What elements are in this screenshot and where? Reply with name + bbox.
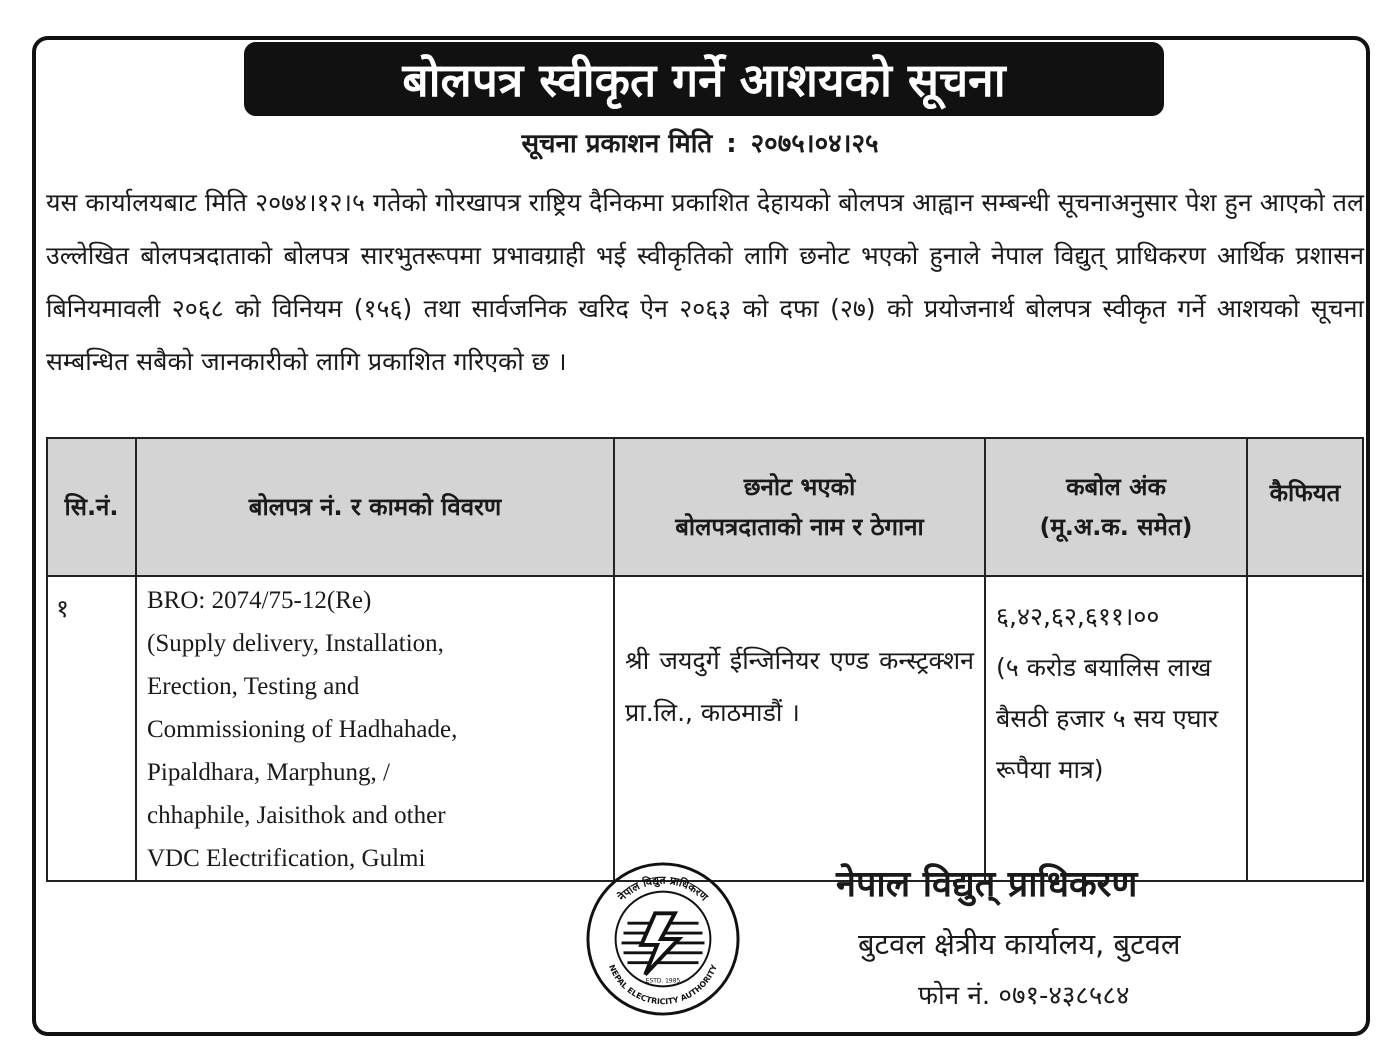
row-description: BRO: 2074/75-12(Re) (Supply delivery, Installation, Erection, Testing and Commissioning of Hadhahade, Pipaldhara, Marphung, / chhaphile, Jaisithok and other VDC Electrification, Gulmi <box>136 576 614 881</box>
amount-figure: ६,४२,६२,६११।०० <box>996 602 1160 631</box>
row-serial: १ <box>47 576 136 881</box>
publication-date-value: २०७५।०४।२५ <box>750 129 879 159</box>
amount-words: (५ करोड बयालिस लाख बैसठी हजार ५ सय एघार रूपैया मात्र) <box>996 653 1219 784</box>
nea-logo-icon <box>584 860 742 1018</box>
publication-date-label: सूचना प्रकाशन मिति <box>521 129 713 159</box>
signature-organization: नेपाल विद्युत् प्राधिकरण <box>836 864 1138 905</box>
publication-date: सूचना प्रकाशन मिति : २०७५।०४।२५ <box>521 129 879 159</box>
signature-phone: फोन नं. ०७१-४३८५८४ <box>918 981 1130 1011</box>
notice-body: यस कार्यालयबाट मिति २०७४।१२।५ गतेको गोरखापत्र राष्ट्रिय दैनिकमा प्रकाशित देहायको बोलपत्र आह्वान सम्बन्धी सूचनाअनुसार पेश हुन आएको तल उल्लेखित बोलपत्रदाताको बोलपत्र सारभुतरूपमा प्रभावग्राही भई स्वीकृतिको लागि छनोट भएको हुनाले नेपाल विद्युत् प्राधिकरण आर्थिक प्रशासन बिनियमावली २०६८ को विनियम (१५६) तथा सार्वजनिक खरिद ऐन २०६३ को दफा (२७) को प्रयोजनार्थ बोलपत्र स्वीकृत गर्ने आशयको सूचना सम्बन्धित सबैको जानकारीको लागि प्रकाशित गरिएको छ । <box>46 188 1364 376</box>
table-row <box>47 576 1363 881</box>
table-header-row <box>47 438 1363 576</box>
header-amount: कबोल अंक (मू.अ.क. समेत) <box>985 438 1247 576</box>
bid-table <box>46 437 1364 882</box>
header-description: बोलपत्र नं. र कामको विवरण <box>136 438 614 576</box>
svg-text:ESTD. 1985: ESTD. 1985 <box>645 978 681 985</box>
signature-office: बुटवल क्षेत्रीय कार्यालय, बुटवल <box>858 927 1181 961</box>
header-serial: सि.नं. <box>47 438 136 576</box>
svg-text:नेपाल विद्युत प्राधिकरण: नेपाल विद्युत प्राधिकरण <box>615 873 711 904</box>
header-remarks: कैफियत <box>1247 438 1363 576</box>
row-amount <box>985 576 1247 881</box>
row-remarks <box>1247 576 1363 881</box>
svg-text:NEPAL ELECTRICITY AUTHORITY: NEPAL ELECTRICITY AUTHORITY <box>607 963 719 1007</box>
notice-title: बोलपत्र स्वीकृत गर्ने आशयको सूचना <box>244 42 1164 116</box>
row-bidder: श्री जयदुर्गे ईन्जिनियर एण्ड कन्स्ट्रक्शन प्रा.लि., काठमाडौं । <box>614 576 985 881</box>
header-bidder: छनोट भएको बोलपत्रदाताको नाम र ठेगाना <box>614 438 985 576</box>
